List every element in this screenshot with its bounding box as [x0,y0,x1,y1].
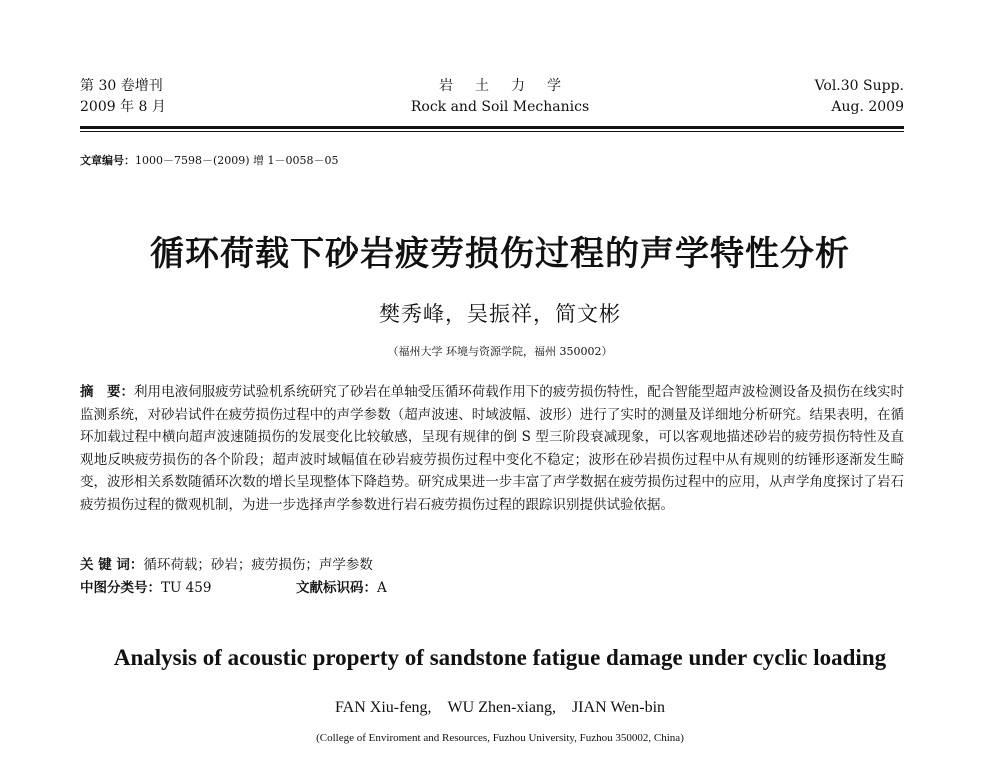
date-en: Aug. 2009 [831,99,904,115]
journal-name-en: Rock and Soil Mechanics [410,99,590,115]
classification-label: 中图分类号： [80,580,161,596]
classification [80,578,680,598]
author-en: WU Zhen-xiang, [447,699,556,716]
paper-title-cn: 循环荷载下砂岩疲劳损伤过程的声学特性分析 [150,234,850,274]
document-code-label: 文献标识码： [296,580,377,596]
date-cn: 2009 年 8 月 [80,99,166,115]
header-rule-thick [80,126,904,129]
abstract-label: 摘 要： [80,384,135,400]
keywords-label: 关 键 词： [80,557,144,573]
document-code [296,578,387,598]
article-number-label: 文章编号： [80,154,135,167]
abstract-text: 利用电液伺服疲劳试验机系统研究了砂岩在单轴受压循环荷载作用下的疲劳损伤特性，配合智能型超声波检测设备及损伤在线实时监测系统，对砂岩试件在疲劳损伤过程中的声学参数（超声波速、时域波幅、波形）进行了实时的测量及详细地分析研究。结果表明，在循环加载过程中横向超声波速随损伤的发展变化比较敏感，呈现有规律的倒 S 型三阶段衰减现象，可以客观地描述砂岩的疲劳损伤特性及直观地反映疲劳损伤的各个阶段；超声波时域幅值在砂岩疲劳损伤过程中变化不稳定；波形在砂岩损伤过程中从有规则的纺锤形逐渐发生畸变，波形相关系数随循环次数的增长呈现整体下降趋势。研究成果进一步丰富了声学数据在疲劳损伤过程中的应用，从声学角度探讨了岩石疲劳损伤过程的微观机制，为进一步选择声学参数进行岩石疲劳损伤过程的跟踪识别提供试验依据。 [80,384,905,513]
keywords [80,555,373,575]
authors-en [0,699,1000,717]
keywords-text: 循环荷载；砂岩；疲劳损伤；声学参数 [143,557,373,573]
authors-cn: 樊秀峰，吴振祥，简文彬 [379,302,621,326]
volume-cn: 第 30 卷增刊 [80,78,163,94]
journal-name-cn: 岩土力学 [439,78,583,94]
article-number [80,152,339,168]
header-rule-thin [80,131,904,132]
abstract [80,381,904,516]
paper-title-en: Analysis of acoustic property of sandstone fatigue damage under cyclic loading [113,645,887,670]
author-en: FAN Xiu-feng, [334,699,432,716]
volume-en: Vol.30 Supp. [814,78,904,94]
author-en: JIAN Wen-bin [571,699,666,716]
affiliation-cn: （福州大学 环境与资源学院，福州 350002） [387,345,613,358]
affiliation-en: (College of Enviroment and Resources, Fuzhou University, Fuzhou 350002, China) [316,732,684,744]
classification-value: TU 459 [161,580,212,596]
article-number-value: 1000－7598－(2009) 增 1－0058－05 [135,154,339,167]
header-right [815,76,904,118]
document-code-value: A [377,580,387,596]
